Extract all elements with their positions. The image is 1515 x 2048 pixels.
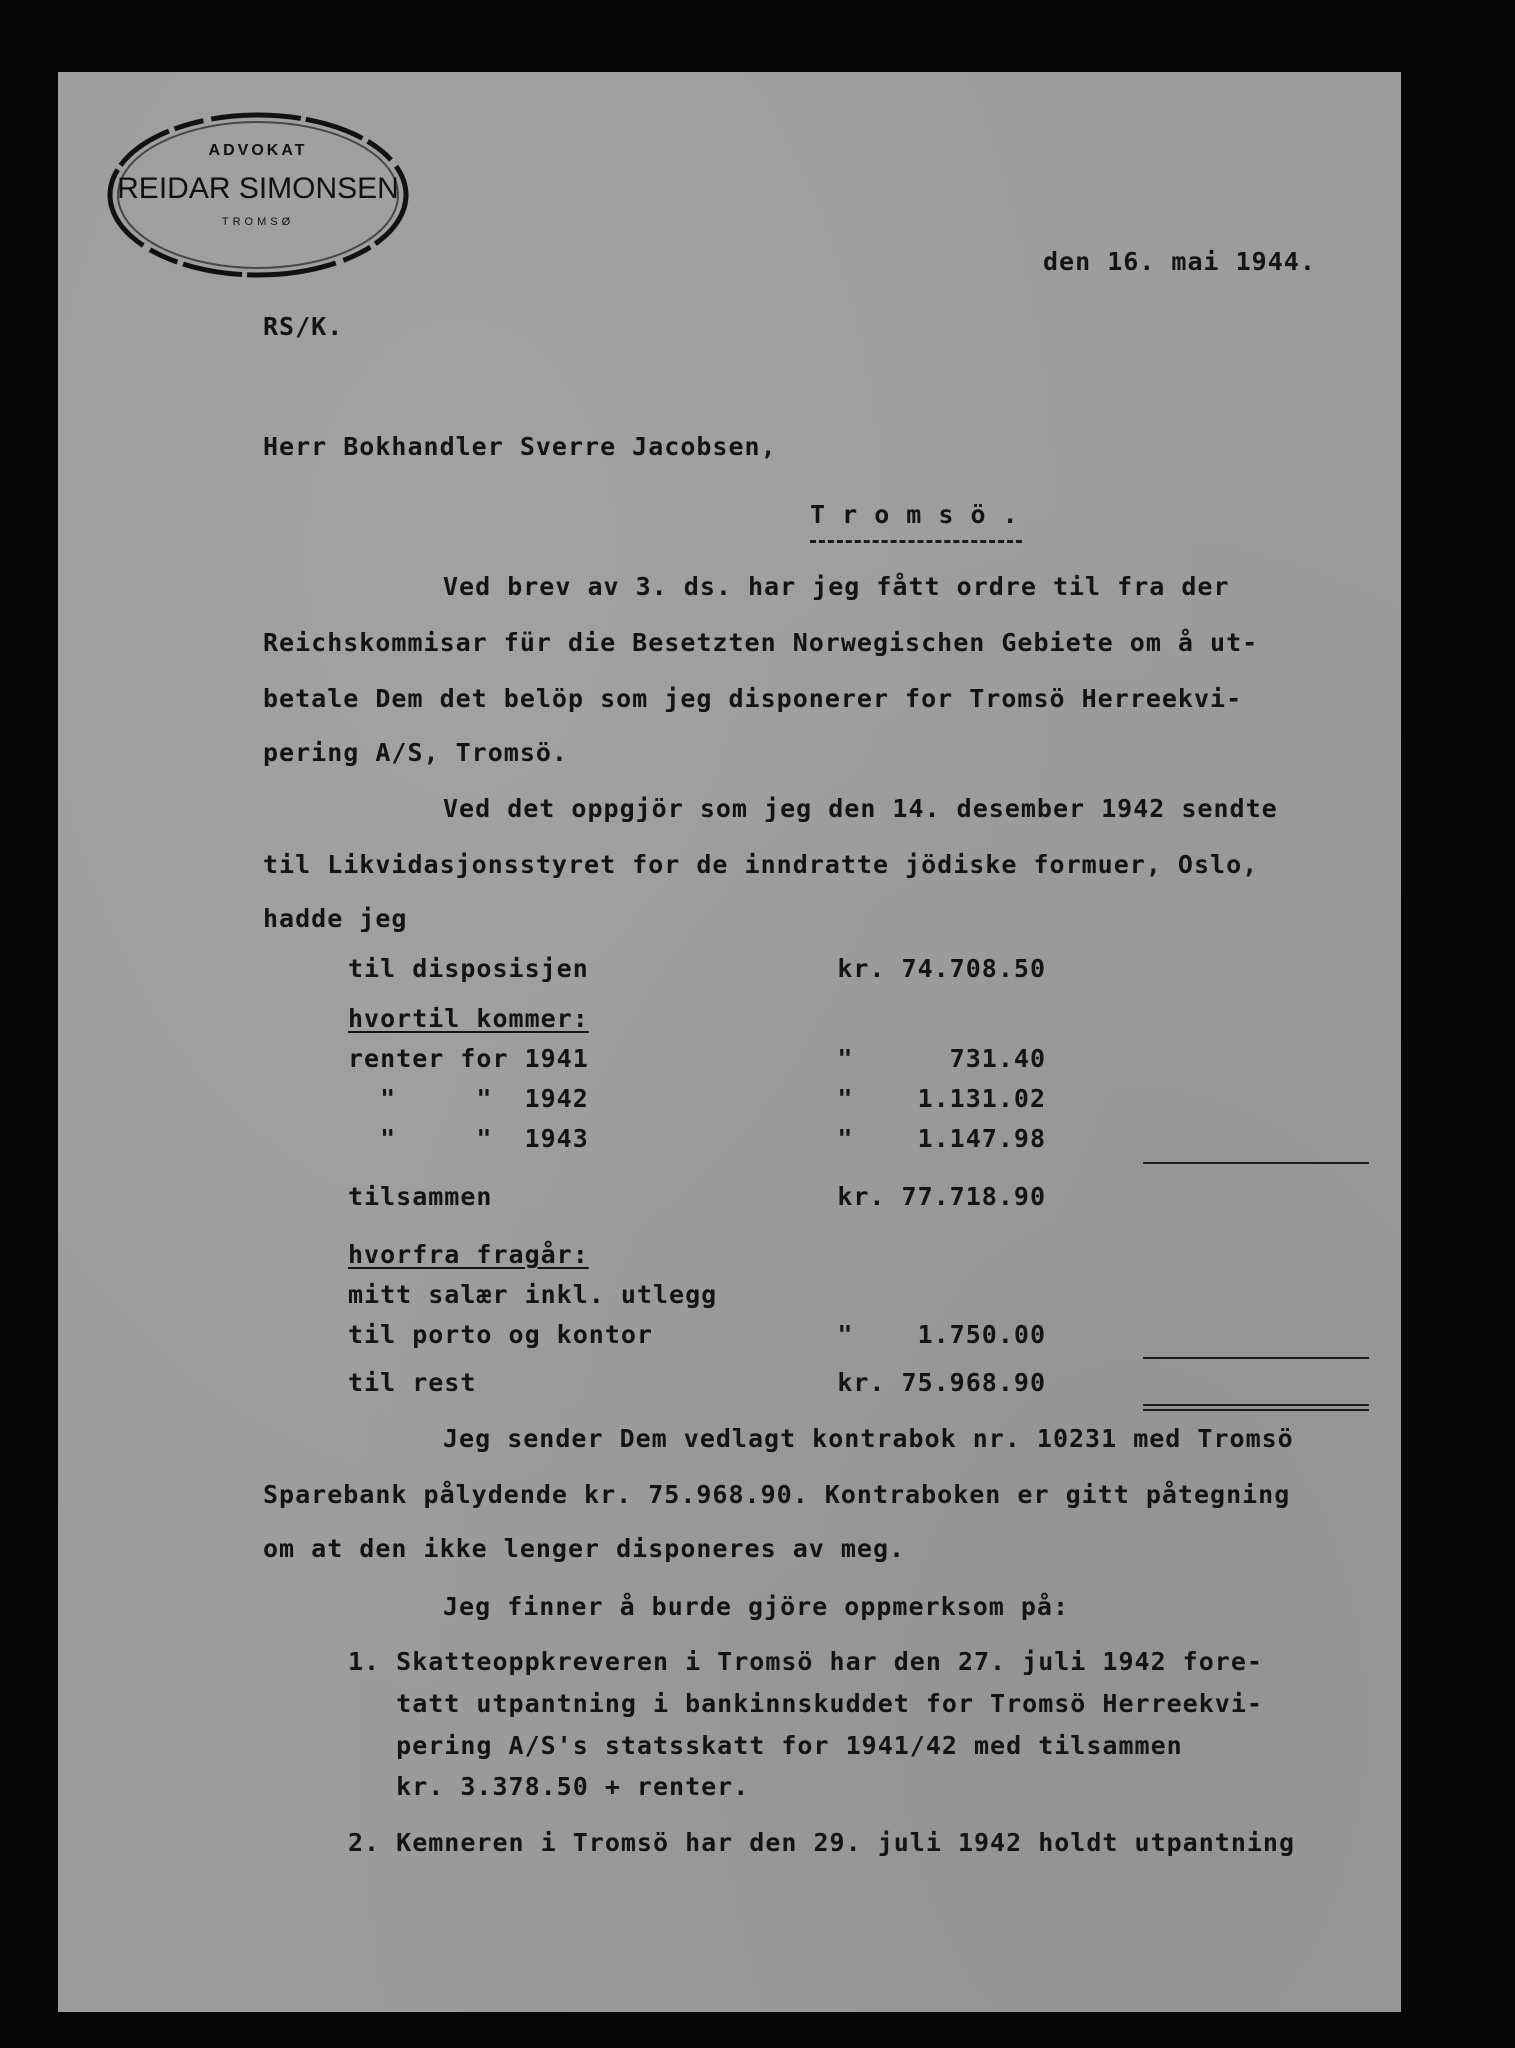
paragraph-3-line-3: om at den ikke lenger disponeres av meg. bbox=[263, 1534, 906, 1563]
letter-reference: RS/K. bbox=[263, 312, 344, 341]
paragraph-1-line-4: pering A/S, Tromsö. bbox=[263, 738, 568, 767]
stamp-line-2: REIDAR SIMONSEN bbox=[117, 172, 399, 205]
paragraph-1-line-2: Reichskommisar für die Besetzten Norwegischen Gebiete om å ut- bbox=[263, 628, 1259, 657]
ledger-amount-interest-1942: " 1.131.02 bbox=[837, 1084, 1046, 1113]
balance-rule-2 bbox=[1143, 1409, 1369, 1411]
ledger-heading-additions: hvortil kommer: bbox=[348, 1004, 589, 1033]
ledger-amount-interest-1943: " 1.147.98 bbox=[837, 1124, 1046, 1153]
paragraph-3-line-2: Sparebank pålydende kr. 75.968.90. Kontraboken er gitt påtegning bbox=[263, 1480, 1291, 1509]
ledger-amount-total: kr. 77.718.90 bbox=[837, 1182, 1046, 1211]
paragraph-1-line-1: Ved brev av 3. ds. har jeg fått ordre til fra der bbox=[443, 572, 1230, 601]
ledger-amount-interest-1941: " 731.40 bbox=[837, 1044, 1046, 1073]
city-underline bbox=[810, 540, 1022, 543]
item-1-line-1: 1. Skatteoppkreveren i Tromsö har den 27. juli 1942 fore- bbox=[348, 1647, 1263, 1676]
ledger-amount-balance: kr. 75.968.90 bbox=[837, 1368, 1046, 1397]
ledger-label-postage: til porto og kontor bbox=[348, 1320, 653, 1349]
ledger-label-total: tilsammen bbox=[348, 1182, 493, 1211]
recipient-name: Herr Bokhandler Sverre Jacobsen, bbox=[263, 432, 777, 461]
paragraph-1-line-3: betale Dem det belöp som jeg disponerer for Tromsö Herreekvi- bbox=[263, 684, 1243, 713]
ledger-amount-disposal: kr. 74.708.50 bbox=[837, 954, 1046, 983]
paragraph-3-line-1: Jeg sender Dem vedlagt kontrabok nr. 10231 med Tromsö bbox=[443, 1424, 1294, 1453]
subtotal-rule bbox=[1143, 1162, 1369, 1164]
letter-page bbox=[58, 72, 1401, 2012]
letter-date: den 16. mai 1944. bbox=[1043, 247, 1316, 276]
ledger-label-interest-1942: " " 1942 bbox=[348, 1084, 589, 1113]
ledger-label-balance: til rest bbox=[348, 1368, 477, 1397]
balance-rule-1 bbox=[1143, 1404, 1369, 1406]
ledger-heading-deductions: hvorfra fragår: bbox=[348, 1240, 589, 1269]
item-1-line-3: pering A/S's statsskatt for 1941/42 med tilsammen bbox=[348, 1731, 1183, 1760]
recipient-city: T r o m s ö . bbox=[810, 500, 1019, 529]
stamp-line-3: TROMSØ bbox=[221, 216, 295, 228]
item-2-line-1: 2. Kemneren i Tromsö har den 29. juli 1942 holdt utpantning bbox=[348, 1828, 1296, 1857]
ledger-amount-fee: " 1.750.00 bbox=[837, 1320, 1046, 1349]
lawyer-stamp bbox=[98, 100, 428, 300]
item-1-line-2: tatt utpantning i bankinnskuddet for Tromsö Herreekvi- bbox=[348, 1689, 1263, 1718]
ledger-label-interest-1943: " " 1943 bbox=[348, 1124, 589, 1153]
ledger-label-fee: mitt salær inkl. utlegg bbox=[348, 1280, 718, 1309]
stamp-line-1: ADVOKAT bbox=[208, 142, 308, 159]
paragraph-2-line-3: hadde jeg bbox=[263, 904, 408, 933]
ledger-label-disposal: til disposisjen bbox=[348, 954, 589, 983]
item-1-line-4: kr. 3.378.50 + renter. bbox=[348, 1772, 750, 1801]
paragraph-2-line-1: Ved det oppgjör som jeg den 14. desember 1942 sendte bbox=[443, 794, 1278, 823]
deduction-rule bbox=[1143, 1357, 1369, 1359]
ledger-label-interest-1941: renter for 1941 bbox=[348, 1044, 589, 1073]
paragraph-2-line-2: til Likvidasjonsstyret for de inndratte jödiske formuer, Oslo, bbox=[263, 850, 1259, 879]
paragraph-4: Jeg finner å burde gjöre oppmerksom på: bbox=[443, 1592, 1069, 1621]
